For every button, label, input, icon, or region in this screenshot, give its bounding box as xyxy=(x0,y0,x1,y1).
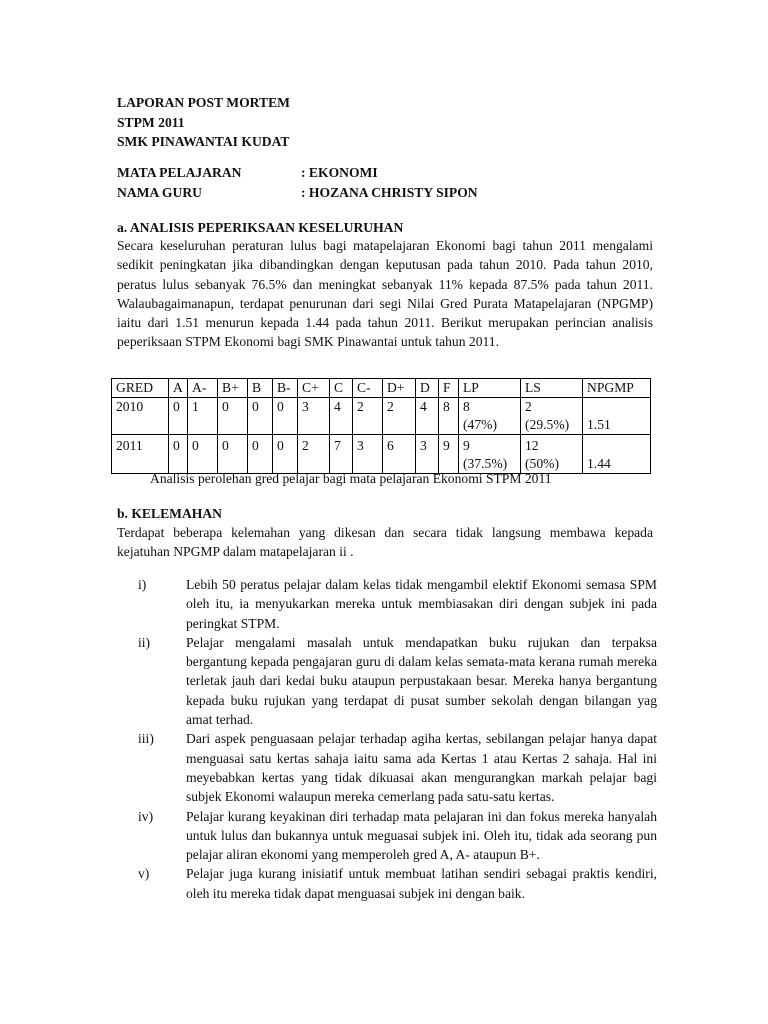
subject-value: : EKONOMI xyxy=(301,165,378,180)
ls-cell xyxy=(521,435,583,474)
ls-count: 2 xyxy=(525,399,532,414)
npgmp-cell xyxy=(583,398,651,435)
count-cell: 0 xyxy=(273,435,298,474)
list-item-number: iii) xyxy=(138,731,154,747)
list-item-text: Lebih 50 peratus pelajar dalam kelas tidak mengambil elektif Ekonomi semasa SPM oleh itu, ia menyukarkan mereka untuk membiasakan diri dengan subjek ini pada peringkat STPM. xyxy=(186,577,657,631)
header-cell: C xyxy=(330,379,353,398)
list-item-number: i) xyxy=(138,577,147,592)
section-b-title: b. KELEMAHAN xyxy=(117,506,222,521)
npgmp-cell xyxy=(583,435,651,474)
ls-cell xyxy=(521,398,583,435)
count-cell: 9 xyxy=(439,435,459,474)
list-item-text: Pelajar mengalami masalah untuk mendapatkan buku rujukan dan terpaksa bergantung kepada pengajaran guru di dalam kelas semata-mata kerana rumah mereka terletak jauh dari kedai buku ataupun perpustakaan besar. Mereka hanya bergantung kepada buku rujukan yang terdapat di pusat sumber sekolah dengan bilangan yag amat terhad. xyxy=(186,634,657,728)
lp-cell xyxy=(459,398,521,435)
table-header-row xyxy=(112,379,651,398)
report-heading xyxy=(117,93,290,152)
list-item xyxy=(117,807,657,865)
count-cell: 4 xyxy=(416,398,439,435)
header-cell: C+ xyxy=(298,379,330,398)
list-item xyxy=(117,575,657,633)
ls-percent: (29.5%) xyxy=(525,417,570,432)
grade-table xyxy=(111,378,651,474)
count-cell: 0 xyxy=(248,398,273,435)
report-meta xyxy=(117,163,677,202)
count-cell: 4 xyxy=(330,398,353,435)
header-cell: C- xyxy=(353,379,383,398)
count-cell: 0 xyxy=(169,398,188,435)
list-item xyxy=(117,864,657,903)
header-cell: D xyxy=(416,379,439,398)
header-cell: A xyxy=(169,379,188,398)
count-cell: 0 xyxy=(169,435,188,474)
header-cell: D+ xyxy=(383,379,416,398)
teacher-label: NAMA GURU xyxy=(117,184,202,200)
count-cell: 0 xyxy=(273,398,298,435)
header-cell: LS xyxy=(521,379,583,398)
count-cell: 2 xyxy=(383,398,416,435)
count-cell: 2 xyxy=(298,435,330,474)
table-row-2011 xyxy=(112,435,651,474)
year-cell: 2010 xyxy=(112,398,169,435)
count-cell: 0 xyxy=(188,435,218,474)
list-item xyxy=(117,729,657,806)
list-item xyxy=(117,633,657,729)
count-cell: 1 xyxy=(188,398,218,435)
lp-percent: (37.5%) xyxy=(463,456,508,471)
count-cell: 8 xyxy=(439,398,459,435)
table-row-2010 xyxy=(112,398,651,435)
grade-table-wrapper xyxy=(111,378,651,474)
lp-count: 9 xyxy=(463,438,470,453)
header-cell: LP xyxy=(459,379,521,398)
table-caption: Analisis perolehan gred pelajar bagi mata pelajaran Ekonomi STPM 2011 xyxy=(150,471,552,486)
count-cell: 0 xyxy=(218,435,248,474)
list-item-number: v) xyxy=(138,866,150,882)
lp-percent: (47%) xyxy=(463,417,497,432)
header-cell: GRED xyxy=(112,379,169,398)
ls-count: 12 xyxy=(525,438,539,453)
count-cell: 6 xyxy=(383,435,416,474)
count-cell: 7 xyxy=(330,435,353,474)
header-cell: F xyxy=(439,379,459,398)
header-cell: B xyxy=(248,379,273,398)
lp-cell xyxy=(459,435,521,474)
count-cell: 3 xyxy=(353,435,383,474)
list-item-number: ii) xyxy=(138,634,151,650)
ls-percent: (50%) xyxy=(525,456,559,471)
year-cell xyxy=(112,435,169,474)
section-a-title: a. ANALISIS PEPERIKSAAN KESELURUHAN xyxy=(117,220,404,235)
header-cell: NPGMP xyxy=(583,379,651,398)
list-item-text: Pelajar juga kurang inisiatif untuk membuat latihan sendiri sebagai praktis kendiri, oleh itu mereka tidak dapat menguasai subjek ini dengan baik. xyxy=(186,866,657,901)
list-item-text: Pelajar kurang keyakinan diri terhadap mata pelajaran ini dan fokus mereka hanyalah untuk lulus dan bukannya untuk meguasai subjek ini. Oleh itu, tidak ada seorang pun pelajar aliran ekonomi yang memperoleh gred A, A- ataupun B+. xyxy=(186,808,657,863)
exam-title: STPM 2011 xyxy=(117,114,185,130)
count-cell: 3 xyxy=(298,398,330,435)
count-cell: 0 xyxy=(248,435,273,474)
count-cell: 0 xyxy=(218,398,248,435)
header-cell: B+ xyxy=(218,379,248,398)
section-a-paragraph: Secara keseluruhan peraturan lulus bagi matapelajaran Ekonomi bagi tahun 2011 mengalami sedikit peningkatan jika dibandingkan dengan keputusan pada tahun 2010. Pada tahun 2010, peratus lulus sebanyak 76.5% dan meningkat sebanyak 11% kepada 87.5% pada tahun 2011. Walaubagaimanapun, terdapat penurunan dari segi Nilai Gred Purata Matapelajaran (NPGMP) iaitu dari 1.51 menurun kepada 1.44 pada tahun 2011. Berikut merupakan perincian analisis peperiksaan STPM Ekonomi bagi SMK Pinawantai untuk tahun 2011. xyxy=(117,238,653,350)
list-item-text: Dari aspek penguasaan pelajar terhadap agiha kertas, sebilangan pelajar hanya dapat menguasai satu kertas sahaja iaitu sama ada Kertas 1 atau Kertas 2 sahaja. Hal ini meyebabkan kertas yang tidak dikuasai akan mengurangkan markah pelajar bagi subjek Ekonomi walaupun mereka cemerlang pada satu-satu kertas. xyxy=(186,731,657,805)
header-cell: B- xyxy=(273,379,298,398)
count-cell: 3 xyxy=(416,435,439,474)
section-b-intro: Terdapat beberapa kelemahan yang dikesan dan secara tidak langsung membawa kepada kejatuhan NPGMP dalam matapelajaran ii . xyxy=(117,525,653,560)
lp-count: 8 xyxy=(463,399,470,414)
npgmp-value: 1.51 xyxy=(587,417,611,432)
subject-label: MATA PELAJARAN xyxy=(117,165,242,180)
teacher-value: : HOZANA CHRISTY SIPON xyxy=(301,184,478,200)
count-cell: 2 xyxy=(353,398,383,435)
list-item-number: iv) xyxy=(138,808,154,824)
header-cell: A- xyxy=(188,379,218,398)
npgmp-value: 1.44 xyxy=(587,456,611,471)
report-title: LAPORAN POST MORTEM xyxy=(117,95,290,110)
school-name: SMK PINAWANTAI KUDAT xyxy=(117,134,290,149)
weakness-list xyxy=(117,575,657,903)
year-value: 2011 xyxy=(116,438,143,453)
